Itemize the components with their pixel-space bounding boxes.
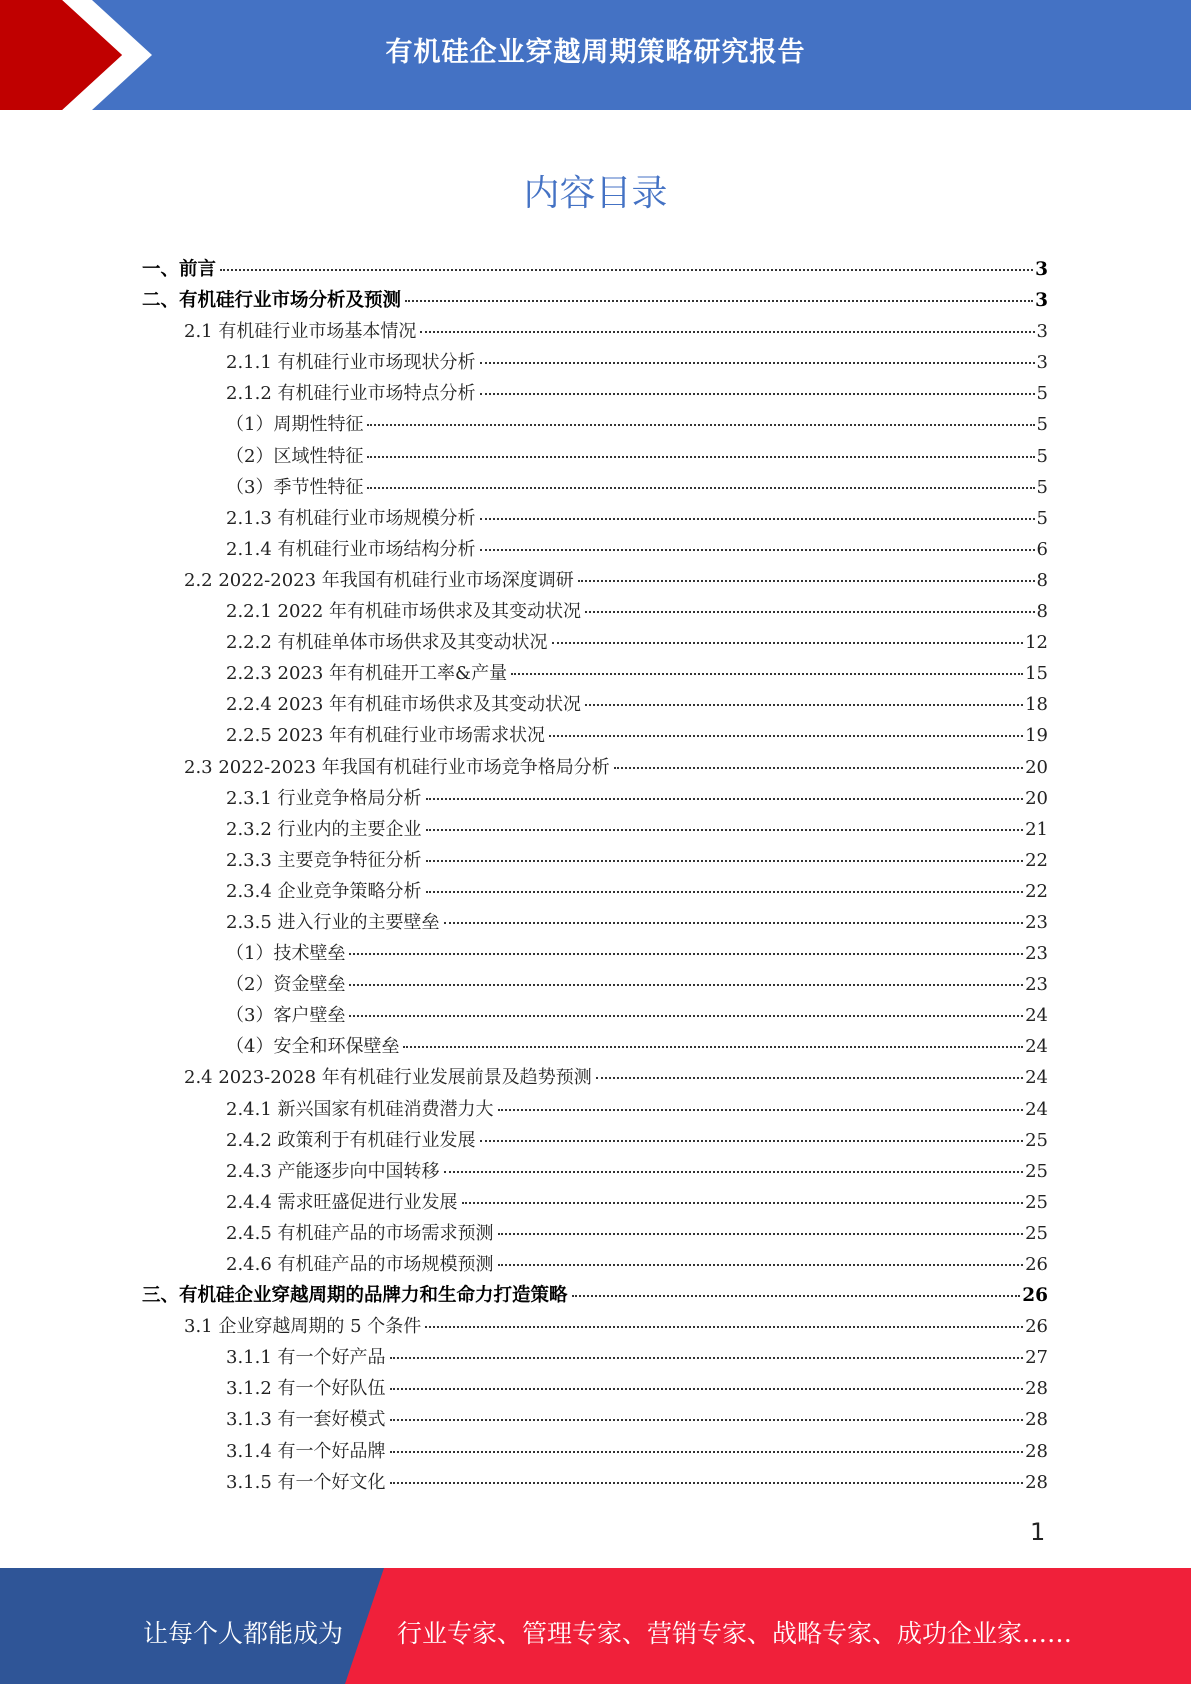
toc-entry-label: 3.1.1 有一个好产品 <box>226 1347 386 1369</box>
toc-entry-page: 19 <box>1025 725 1048 747</box>
dot-leader <box>426 829 1024 831</box>
toc-entry-label: 2.4.6 有机硅产品的市场规模预测 <box>226 1254 494 1275</box>
toc-entry[interactable] <box>142 877 1048 908</box>
toc-entry-label: （1）周期性特征 <box>226 414 364 436</box>
header-banner <box>0 0 1191 110</box>
toc-entry[interactable] <box>142 535 1048 566</box>
toc-entry-label: （3）客户壁垒 <box>226 1005 346 1027</box>
toc-entry-label: 2.2.5 2023 年有机硅行业市场需求状况 <box>226 725 546 747</box>
toc-entry[interactable] <box>142 1095 1048 1126</box>
dot-leader <box>390 1482 1024 1484</box>
toc-entry[interactable] <box>142 846 1048 877</box>
toc-entry-page: 5 <box>1036 507 1048 529</box>
toc-entry[interactable] <box>142 815 1048 846</box>
toc-entry-page: 3 <box>1035 290 1048 312</box>
toc-entry-page: 8 <box>1036 601 1048 623</box>
toc-entry-label: （3）季节性特征 <box>226 476 364 498</box>
toc-entry-page: 5 <box>1036 414 1048 436</box>
dot-leader <box>390 1388 1024 1390</box>
footer-slogan-left: 让每个人都能成为 <box>143 1619 344 1648</box>
toc-entry-label: 二、有机硅行业市场分析及预测 <box>142 290 402 312</box>
header-title: 有机硅企业穿越周期策略研究报告 <box>385 37 806 68</box>
toc-entry-label: 3.1.5 有一个好文化 <box>226 1471 386 1493</box>
toc-entry[interactable] <box>142 286 1048 317</box>
toc-entry-page: 23 <box>1025 911 1048 933</box>
toc-entry[interactable] <box>142 939 1048 970</box>
toc-entry[interactable] <box>142 753 1048 784</box>
toc-entry[interactable] <box>142 659 1048 690</box>
toc-entry-label: 2.2.3 2023 年有机硅开工率&产量 <box>226 663 508 685</box>
dot-leader <box>426 860 1024 862</box>
toc-entry[interactable] <box>142 908 1048 939</box>
dot-leader <box>425 1326 1023 1328</box>
dot-leader <box>220 269 1033 271</box>
toc-entry-label: 2.4.1 新兴国家有机硅消费潜力大 <box>226 1098 494 1120</box>
toc-entry-label: 2.4.2 政策利于有机硅行业发展 <box>226 1129 476 1151</box>
dot-leader <box>426 891 1024 893</box>
dot-leader <box>572 1295 1021 1297</box>
toc-entry-label: 2.3.3 主要竞争特征分析 <box>226 849 422 871</box>
toc-entry[interactable] <box>142 1312 1048 1343</box>
dot-leader <box>426 798 1024 800</box>
toc-entry-page: 28 <box>1025 1440 1048 1462</box>
toc-entry-label: （1）技术壁垒 <box>226 943 346 965</box>
toc-entry-page: 25 <box>1025 1129 1048 1151</box>
toc-entry-label: （4）安全和环保壁垒 <box>226 1036 400 1058</box>
toc-entry-page: 25 <box>1025 1160 1048 1182</box>
dot-leader <box>498 1233 1024 1235</box>
toc-entry-page: 26 <box>1025 1316 1048 1338</box>
toc-entry[interactable] <box>142 255 1048 286</box>
toc-entry-label: 一、前言 <box>142 259 217 280</box>
dot-leader <box>349 1015 1023 1017</box>
toc-entry[interactable] <box>142 1468 1048 1499</box>
toc-entry-label: 2.1.2 有机硅行业市场特点分析 <box>226 383 476 405</box>
toc-entry-label: 2.1.4 有机硅行业市场结构分析 <box>226 538 476 560</box>
dot-leader <box>585 704 1023 706</box>
dot-leader <box>480 549 1035 551</box>
toc-entry-page: 23 <box>1025 943 1048 965</box>
toc-title: 内容目录 <box>523 173 668 214</box>
toc-entry-label: 3.1.4 有一个好品牌 <box>226 1440 386 1462</box>
toc-entry-label: 2.3.5 进入行业的主要壁垒 <box>226 911 440 933</box>
toc-entry[interactable] <box>142 690 1048 721</box>
toc-entry-label: 3.1 企业穿越周期的 5 个条件 <box>184 1316 422 1338</box>
toc-entry-label: 2.4.4 需求旺盛促进行业发展 <box>226 1191 458 1213</box>
toc-entry-page: 12 <box>1025 632 1048 654</box>
footer-slogan-right: 行业专家、管理专家、营销专家、战略专家、成功企业家…… <box>397 1619 1073 1648</box>
dot-leader <box>403 1046 1023 1048</box>
dot-leader <box>549 735 1023 737</box>
toc-entry[interactable] <box>142 1126 1048 1157</box>
toc-entry-page: 15 <box>1025 663 1048 685</box>
toc-entry[interactable] <box>142 1343 1048 1374</box>
toc-entry[interactable] <box>142 1405 1048 1436</box>
toc-entry[interactable] <box>142 721 1048 752</box>
toc-entry-label: 2.4.5 有机硅产品的市场需求预测 <box>226 1222 494 1244</box>
dot-leader <box>420 331 1034 333</box>
toc-entry[interactable] <box>142 1374 1048 1405</box>
toc-entry[interactable] <box>142 566 1048 597</box>
dot-leader <box>480 362 1035 364</box>
toc-entry[interactable] <box>142 597 1048 628</box>
toc-entry[interactable] <box>142 1219 1048 1250</box>
dot-leader <box>596 1077 1023 1079</box>
toc-entry-page: 18 <box>1025 694 1048 716</box>
toc-entry-page: 23 <box>1025 974 1048 996</box>
toc-entry[interactable] <box>142 1188 1048 1219</box>
toc-entry[interactable] <box>142 1032 1048 1063</box>
toc-entry-page: 3 <box>1036 321 1048 343</box>
toc-entry[interactable] <box>142 473 1048 504</box>
toc-entry[interactable] <box>142 410 1048 441</box>
dot-leader <box>511 673 1023 675</box>
dot-leader <box>444 922 1024 924</box>
toc-entry-page: 25 <box>1025 1222 1048 1244</box>
toc-entry-page: 5 <box>1036 476 1048 498</box>
toc-entry[interactable] <box>142 1157 1048 1188</box>
toc-entry-label: （2）区域性特征 <box>226 445 364 467</box>
dot-leader <box>367 456 1034 458</box>
toc-entry[interactable] <box>142 784 1048 815</box>
toc-entry-page: 5 <box>1036 383 1048 405</box>
page-number: 1 <box>1030 1518 1046 1546</box>
dot-leader <box>480 393 1035 395</box>
toc-entry-label: 2.1.1 有机硅行业市场现状分析 <box>226 352 476 374</box>
toc-entry-page: 27 <box>1025 1347 1048 1369</box>
toc-entry-page: 24 <box>1025 1067 1048 1089</box>
toc-entry[interactable] <box>142 1001 1048 1032</box>
toc-entry-page: 24 <box>1025 1036 1048 1058</box>
toc-entry-page: 5 <box>1036 445 1048 467</box>
toc-entry[interactable] <box>142 1281 1048 1312</box>
dot-leader <box>480 1140 1024 1142</box>
table-of-contents <box>142 255 1048 1499</box>
toc-entry-label: 3.1.2 有一个好队伍 <box>226 1378 386 1400</box>
dot-leader <box>349 984 1023 986</box>
dot-leader <box>462 1202 1024 1204</box>
toc-entry-label: 2.3.1 行业竞争格局分析 <box>226 787 422 809</box>
dot-leader <box>585 611 1034 613</box>
dot-leader <box>614 767 1023 769</box>
dot-leader <box>498 1109 1024 1111</box>
toc-entry-label: 2.1.3 有机硅行业市场规模分析 <box>226 507 476 529</box>
dot-leader <box>552 642 1024 644</box>
dot-leader <box>405 300 1033 302</box>
toc-entry-label: 2.3 2022-2023 年我国有机硅行业市场竞争格局分析 <box>184 756 610 778</box>
dot-leader <box>480 518 1035 520</box>
toc-entry-label: 3.1.3 有一套好模式 <box>226 1409 386 1431</box>
toc-entry-page: 24 <box>1025 1005 1048 1027</box>
dot-leader <box>390 1419 1024 1421</box>
dot-leader <box>390 1357 1024 1359</box>
toc-entry-page: 26 <box>1025 1254 1048 1275</box>
dot-leader <box>390 1451 1024 1453</box>
toc-entry[interactable] <box>142 970 1048 1001</box>
toc-entry-page: 3 <box>1036 352 1048 374</box>
footer-banner <box>0 1568 1191 1684</box>
dot-leader <box>349 953 1023 955</box>
toc-entry-page: 24 <box>1025 1098 1048 1120</box>
toc-entry[interactable] <box>142 1437 1048 1468</box>
toc-entry-label: 2.4 2023-2028 年有机硅行业发展前景及趋势预测 <box>184 1067 592 1089</box>
toc-entry-label: （2）资金壁垒 <box>226 974 346 996</box>
dot-leader <box>367 424 1034 426</box>
toc-entry-label: 三、有机硅企业穿越周期的品牌力和生命力打造策略 <box>142 1285 568 1307</box>
toc-entry[interactable] <box>142 317 1048 348</box>
dot-leader <box>367 487 1034 489</box>
toc-entry-page: 8 <box>1036 569 1048 591</box>
toc-entry-page: 28 <box>1025 1378 1048 1400</box>
toc-entry[interactable] <box>142 442 1048 473</box>
toc-entry-label: 2.4.3 产能逐步向中国转移 <box>226 1160 440 1182</box>
toc-entry-label: 2.3.4 企业竞争策略分析 <box>226 880 422 902</box>
toc-entry-page: 25 <box>1025 1191 1048 1213</box>
toc-entry-label: 2.3.2 行业内的主要企业 <box>226 818 422 840</box>
toc-entry-page: 28 <box>1025 1409 1048 1431</box>
toc-entry-page: 6 <box>1036 538 1048 560</box>
toc-entry-label: 2.2.4 2023 年有机硅市场供求及其变动状况 <box>226 694 582 716</box>
dot-leader <box>444 1171 1024 1173</box>
toc-entry-page: 22 <box>1025 849 1048 871</box>
toc-entry-page: 21 <box>1025 818 1048 840</box>
toc-entry[interactable] <box>142 628 1048 659</box>
toc-entry[interactable] <box>142 379 1048 410</box>
toc-entry-page: 3 <box>1035 259 1048 280</box>
dot-leader <box>578 580 1035 582</box>
toc-entry-page: 26 <box>1022 1285 1048 1307</box>
dot-leader <box>498 1264 1024 1266</box>
toc-entry-page: 20 <box>1025 787 1048 809</box>
toc-entry-label: 2.2.1 2022 年有机硅市场供求及其变动状况 <box>226 601 582 623</box>
toc-entry[interactable] <box>142 1063 1048 1094</box>
toc-entry-label: 2.2 2022-2023 年我国有机硅行业市场深度调研 <box>184 569 574 591</box>
toc-entry[interactable] <box>142 1250 1048 1281</box>
toc-entry-page: 22 <box>1025 880 1048 902</box>
toc-entry-label: 2.1 有机硅行业市场基本情况 <box>184 321 417 343</box>
toc-entry[interactable] <box>142 504 1048 535</box>
toc-entry-page: 28 <box>1025 1471 1048 1493</box>
toc-entry-page: 20 <box>1025 756 1048 778</box>
toc-entry-label: 2.2.2 有机硅单体市场供求及其变动状况 <box>226 632 548 654</box>
toc-entry[interactable] <box>142 348 1048 379</box>
